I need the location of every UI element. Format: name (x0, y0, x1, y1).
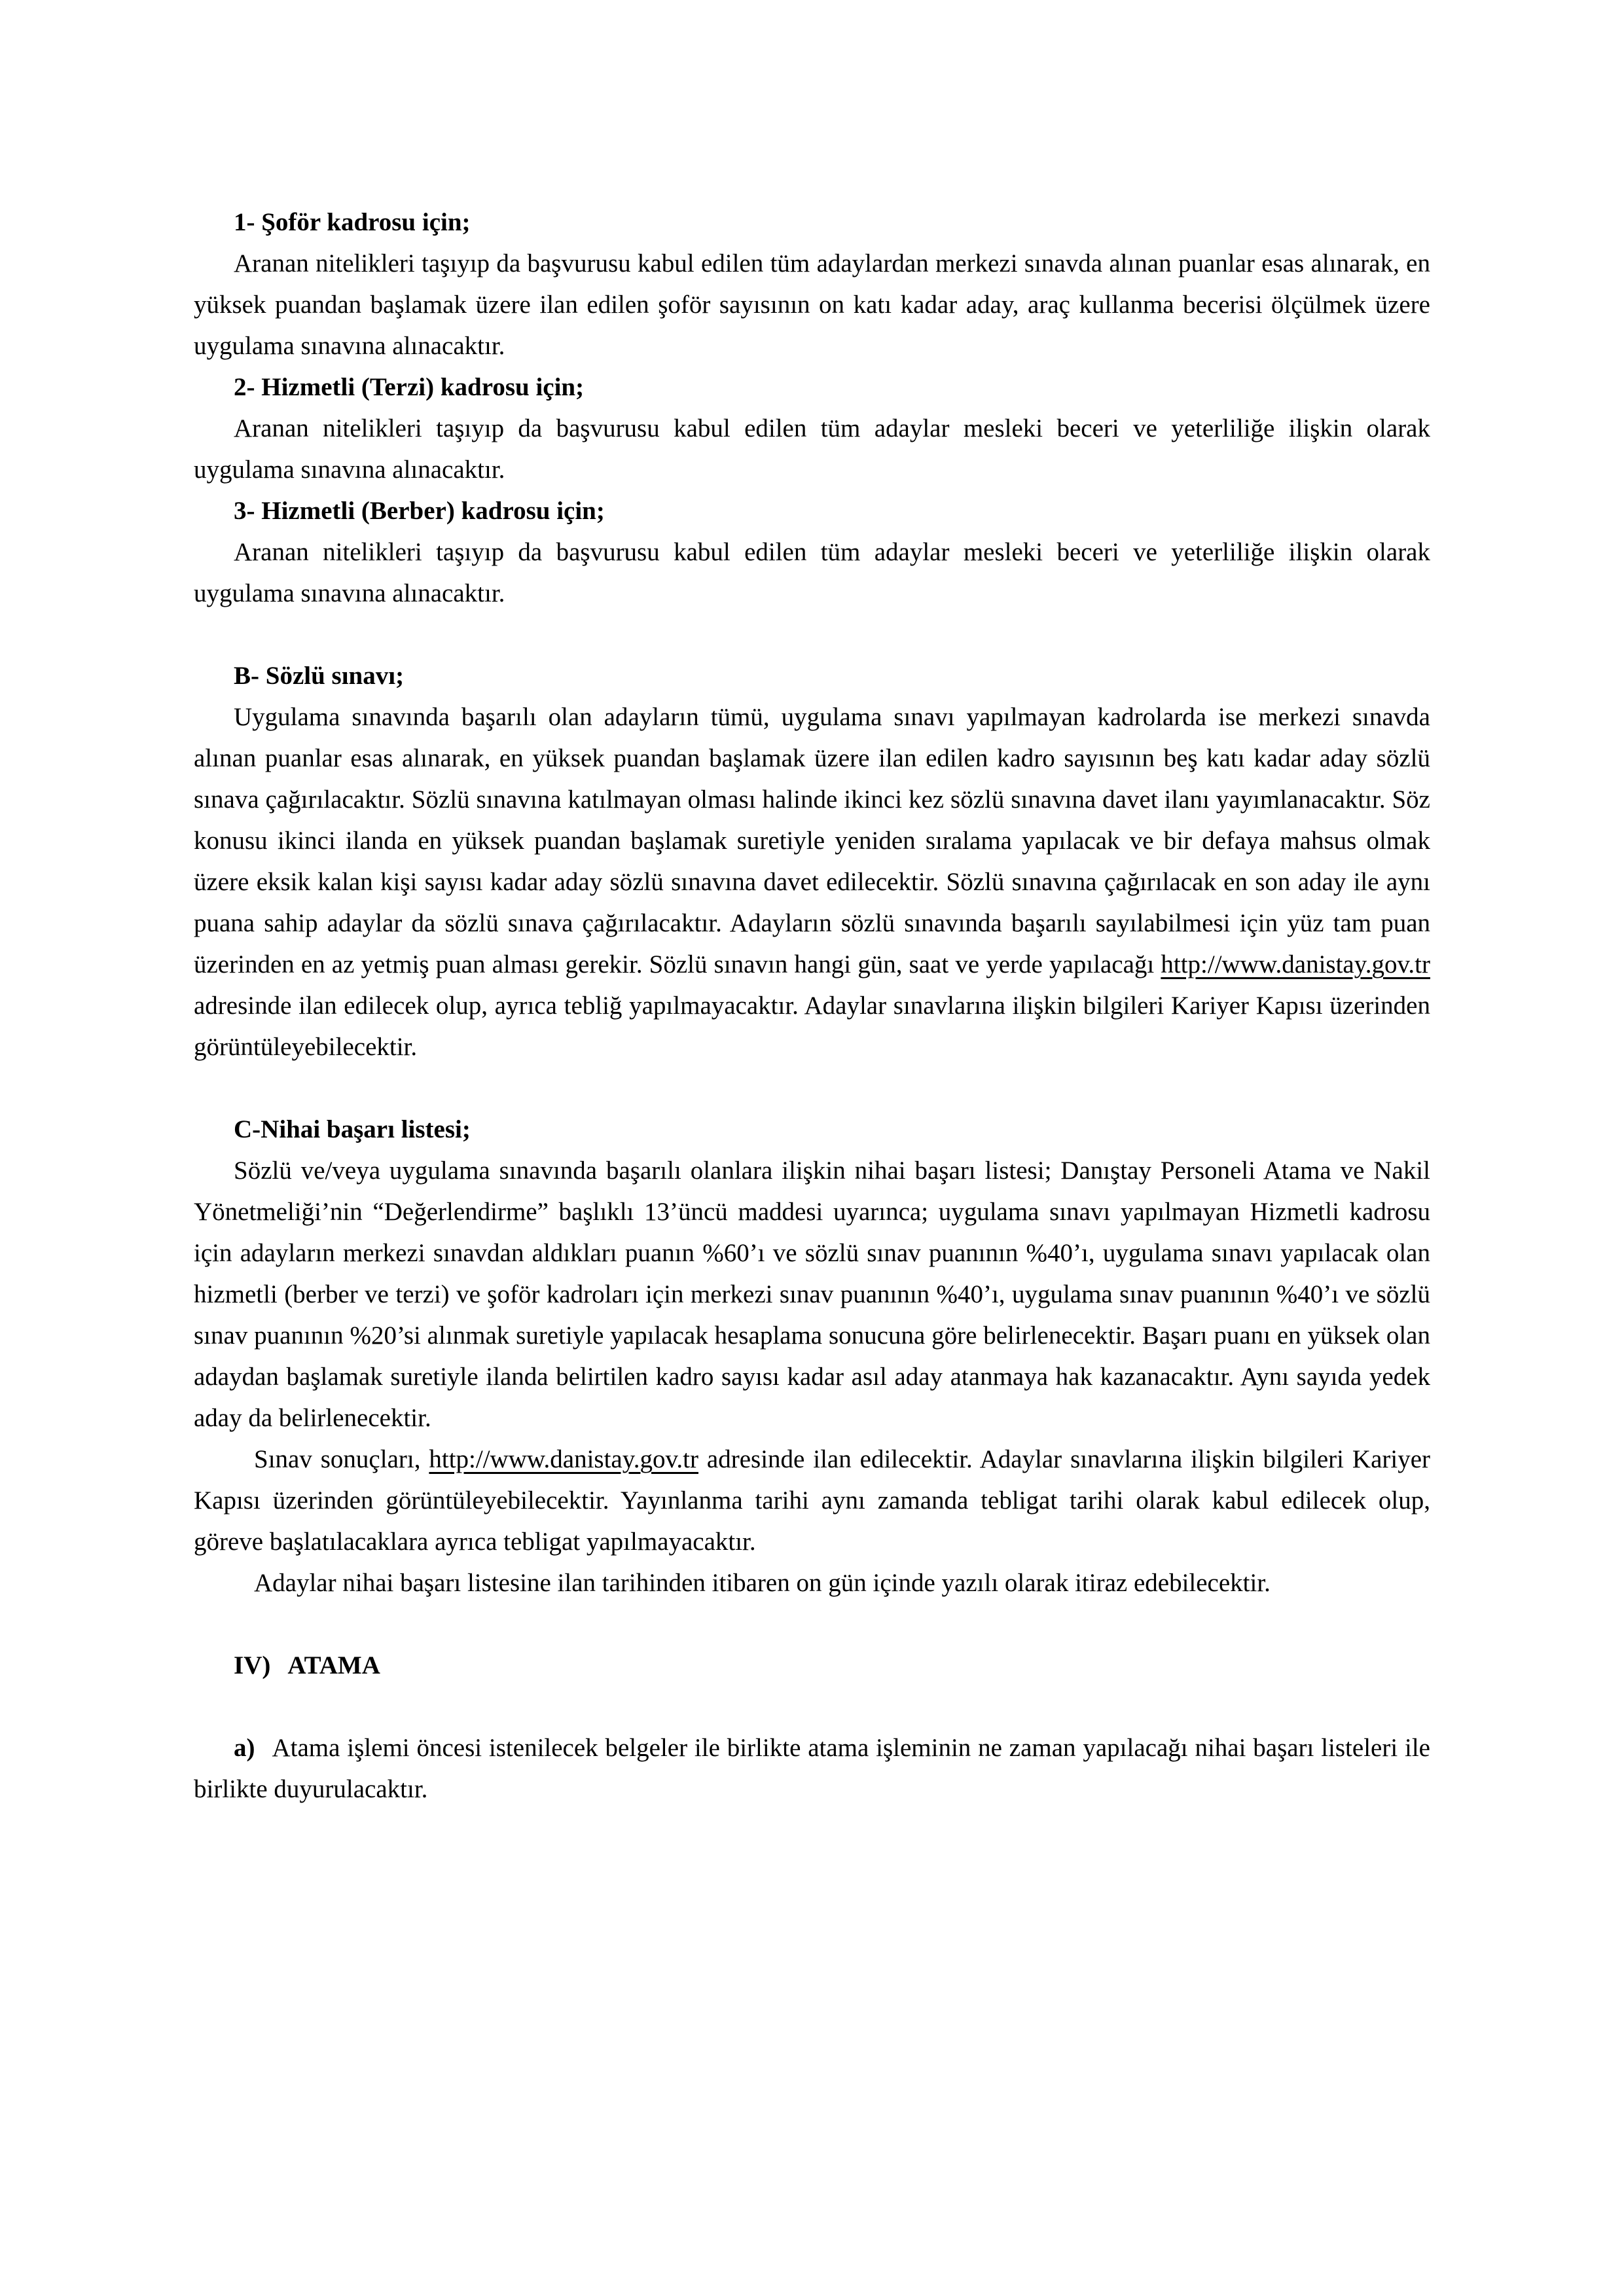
heading-hizmetli-terzi: 2- Hizmetli (Terzi) kadrosu için; (234, 373, 585, 401)
heading-atama (194, 1645, 1430, 1686)
paragraph-itiraz: Adaylar nihai başarı listesine ilan tarihinden itibaren on gün içinde yazılı olarak itiraz edebilecektir. (254, 1569, 1271, 1597)
heading-sozlu-sinavi: B- Sözlü sınavı; (234, 662, 405, 690)
danistay-url-link-2[interactable]: http://www.danistay.gov.tr (429, 1445, 698, 1473)
paragraph-text-after-link: adresinde ilan edilecek olup, ayrıca tebliğ yapılmayacaktır. Adaylar sınavlarına ilişkin bilgileri Kariyer Kapısı üzerinden görüntüleyebilecektir. (194, 992, 1430, 1061)
paragraph-atama-a (194, 1727, 1430, 1810)
paragraph-nihai-basari-listesi: Sözlü ve/veya uygulama sınavında başarılı olanlara ilişkin nihai başarı listesi; Danıştay Personeli Atama ve Nakil Yönetmeliği’nin “Değerlendirme” başlıklı 13’üncü maddesi uyarınca; uygulama sınavı yapılmayan Hizmetli kadrosu için adayların merkezi sınavdan aldıkları puanın %60’ı ve sözlü sınav puanının %40’ı, uygulama sınavı yapılacak olan hizmetli (berber ve terzi) ve şoför kadroları için merkezi sınav puanının %40’ı, uygulama sınav puanının %40’ı ve sözlü sınav puanının %20’si alınmak suretiyle yapılacak hesaplama sonucuna göre belirlenecektir. Başarı puanı en yüksek olan adaydan başlamak suretiyle ilanda belirtilen kadro sayısı kadar asıl aday atanmaya hak kazanacaktır. Aynı sayıda yedek aday da belirlenecektir. (194, 1157, 1430, 1432)
danistay-url-link-1[interactable]: http://www.danistay.gov.tr (1161, 950, 1430, 978)
paragraph-text-after-link: adresinde ilan edilecektir. Adaylar sınavlarına ilişkin bilgileri Kariyer Kapısı üzerinden görüntüleyebilecektir. Yayınlanma tarihi aynı zamanda tebligat tarihi olarak kabul edilecek olup, göreve başlatılacaklara ayrıca tebligat yapılmayacaktır. (194, 1445, 1430, 1556)
paragraph-sinav-sonuclari (194, 1439, 1430, 1562)
heading-nihai-basari-listesi: C-Nihai başarı listesi; (234, 1115, 471, 1143)
paragraph-text-before-link: Sınav sonuçları, (254, 1445, 429, 1473)
atama-item-prefix: a) (234, 1734, 255, 1762)
paragraph-sozlu-sinavi (194, 696, 1430, 1067)
paragraph-hizmetli-berber: Aranan nitelikleri taşıyıp da başvurusu kabul edilen tüm adaylar mesleki beceri ve yeterliliğe ilişkin olarak uygulama sınavına alınacaktır. (194, 538, 1430, 607)
paragraph-text-before-link: Uygulama sınavında başarılı olan adayların tümü, uygulama sınavı yapılmayan kadrolarda ise merkezi sınavda alınan puanlar esas alınarak, en yüksek puandan başlamak üzere ilan edilen kadro sayısının beş katı kadar aday sözlü sınava çağırılacaktır. Sözlü sınavına katılmayan olması halinde ikinci kez sözlü sınavına davet ilanı yayımlanacaktır. Söz konusu ikinci ilanda en yüksek puandan başlamak suretiyle yeniden sıralama yapılacak ve bir defaya mahsus olmak üzere eksik kalan kişi sayısı kadar aday sözlü sınavına davet edilecektir. Sözlü sınavına çağırılacak en son aday ile aynı puana sahip adaylar da sözlü sınava çağırılacaktır. Adayların sözlü sınavında başarılı sayılabilmesi için yüz tam puan üzerinden en az yetmiş puan alması gerekir. Sözlü sınavın hangi gün, saat ve yerde yapılacağı (194, 703, 1430, 978)
atama-item-text: Atama işlemi öncesi istenilecek belgeler ile birlikte atama işleminin ne zaman yapılacağı nihai başarı listeleri ile birlikte duyurulacaktır. (194, 1734, 1430, 1803)
heading-hizmetli-berber: 3- Hizmetli (Berber) kadrosu için; (234, 497, 605, 525)
paragraph-hizmetli-terzi: Aranan nitelikleri taşıyıp da başvurusu kabul edilen tüm adaylar mesleki beceri ve yeterliliğe ilişkin olarak uygulama sınavına alınacaktır. (194, 414, 1430, 484)
paragraph-sofor-kadrosu: Aranan nitelikleri taşıyıp da başvurusu kabul edilen tüm adaylardan merkezi sınavda alınan puanlar esas alınarak, en yüksek puandan başlamak üzere ilan edilen şoför sayısının on katı kadar aday, araç kullanma becerisi ölçülmek üzere uygulama sınavına alınacaktır. (194, 249, 1430, 360)
heading-sofor-kadrosu: 1- Şoför kadrosu için; (234, 208, 471, 236)
atama-heading-number: IV) (234, 1651, 271, 1679)
atama-heading-title: ATAMA (287, 1651, 380, 1679)
